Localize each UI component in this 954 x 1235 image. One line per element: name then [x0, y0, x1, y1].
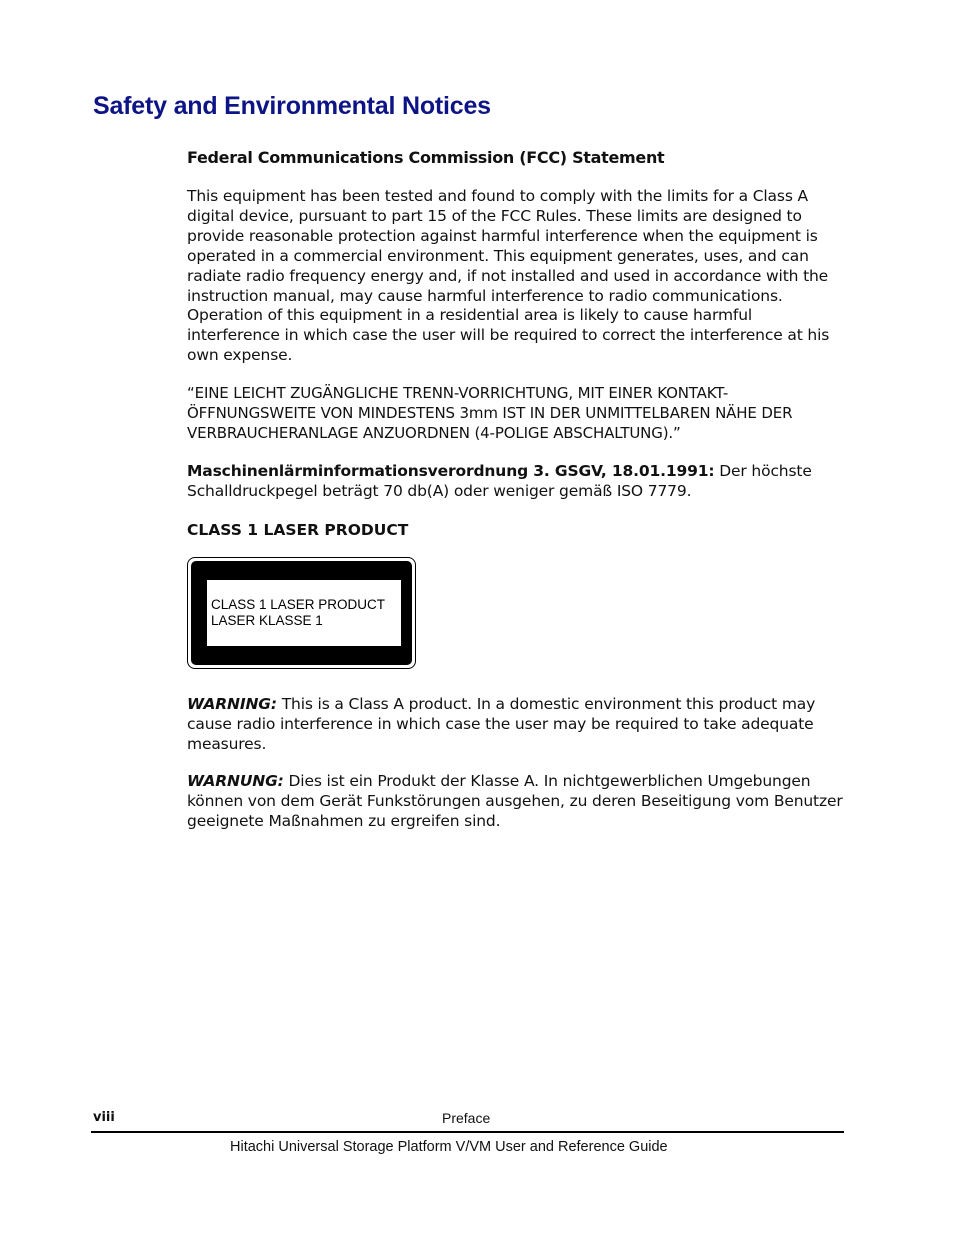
warning-english-label: WARNING: [187, 694, 277, 713]
laser-heading: CLASS 1 LASER PRODUCT [187, 520, 409, 539]
noise-notice [187, 462, 847, 502]
warning-english [187, 695, 847, 755]
warning-german-text: Dies ist ein Produkt der Klasse A. In nichtgewerblichen Umgebungen können von dem Gerät Funkstörungen ausgehen, zu deren Beseitigung vom Benutzer geeignete Maßnahmen zu ergreifen sind. [187, 772, 843, 831]
fcc-statement: This equipment has been tested and found to comply with the limits for a Class A digital device, pursuant to part 15 of the FCC Rules. These limits are designed to provide reasonable protection against harmful interference when the equipment is operated in a commercial environment. This equipment generates, uses, and can radiate radio frequency energy and, if not installed and used in accordance with the instruction manual, may cause harmful interference to radio communications. Operation of this equipment in a residential area is likely to cause harmful interference in which case the user will be required to correct the interference at his own expense. [187, 187, 830, 365]
noise-notice-text: Der höchste Schalldruckpegel beträgt 70 db(A) oder weniger gemäß ISO 7779. [187, 461, 812, 500]
footer-section-name: Preface [442, 1110, 491, 1126]
footer-guide-title: Hitachi Universal Storage Platform V/VM User and Reference Guide [230, 1139, 668, 1155]
footer-page-number: viii [93, 1110, 115, 1125]
noise-notice-label: Maschinenlärminformationsverordnung 3. GSGV, 18.01.1991: [187, 461, 715, 480]
laser-label-frame [191, 561, 412, 665]
laser-label-line-1: CLASS 1 LASER PRODUCT [211, 596, 386, 612]
fcc-heading: Federal Communications Commission (FCC) Statement [187, 148, 665, 167]
german-disconnect-notice: “EINE LEICHT ZUGÄNGLICHE TRENN-VORRICHTUNG, MIT EINER KONTAKT-ÖFFNUNGSWEITE VON MINDESTENS 3mm IST IN DER UNMITTELBAREN NÄHE DER VERBRAUCHERANLAGE ANZUORDNEN (4-POLIGE ABSCHALTUNG).” [187, 384, 793, 442]
footer-divider [91, 1131, 844, 1133]
page-title: Safety and Environmental Notices [93, 92, 491, 120]
laser-product-label [187, 557, 416, 669]
laser-label-window [207, 580, 401, 646]
page-content [187, 146, 847, 850]
warning-german-label: WARNUNG: [187, 772, 284, 791]
warning-english-text: This is a Class A product. In a domestic environment this product may cause radio interference in which case the user may be required to take adequate measures. [187, 694, 816, 753]
warning-german [187, 772, 847, 832]
laser-label-line-2: LASER KLASSE 1 [211, 613, 323, 629]
